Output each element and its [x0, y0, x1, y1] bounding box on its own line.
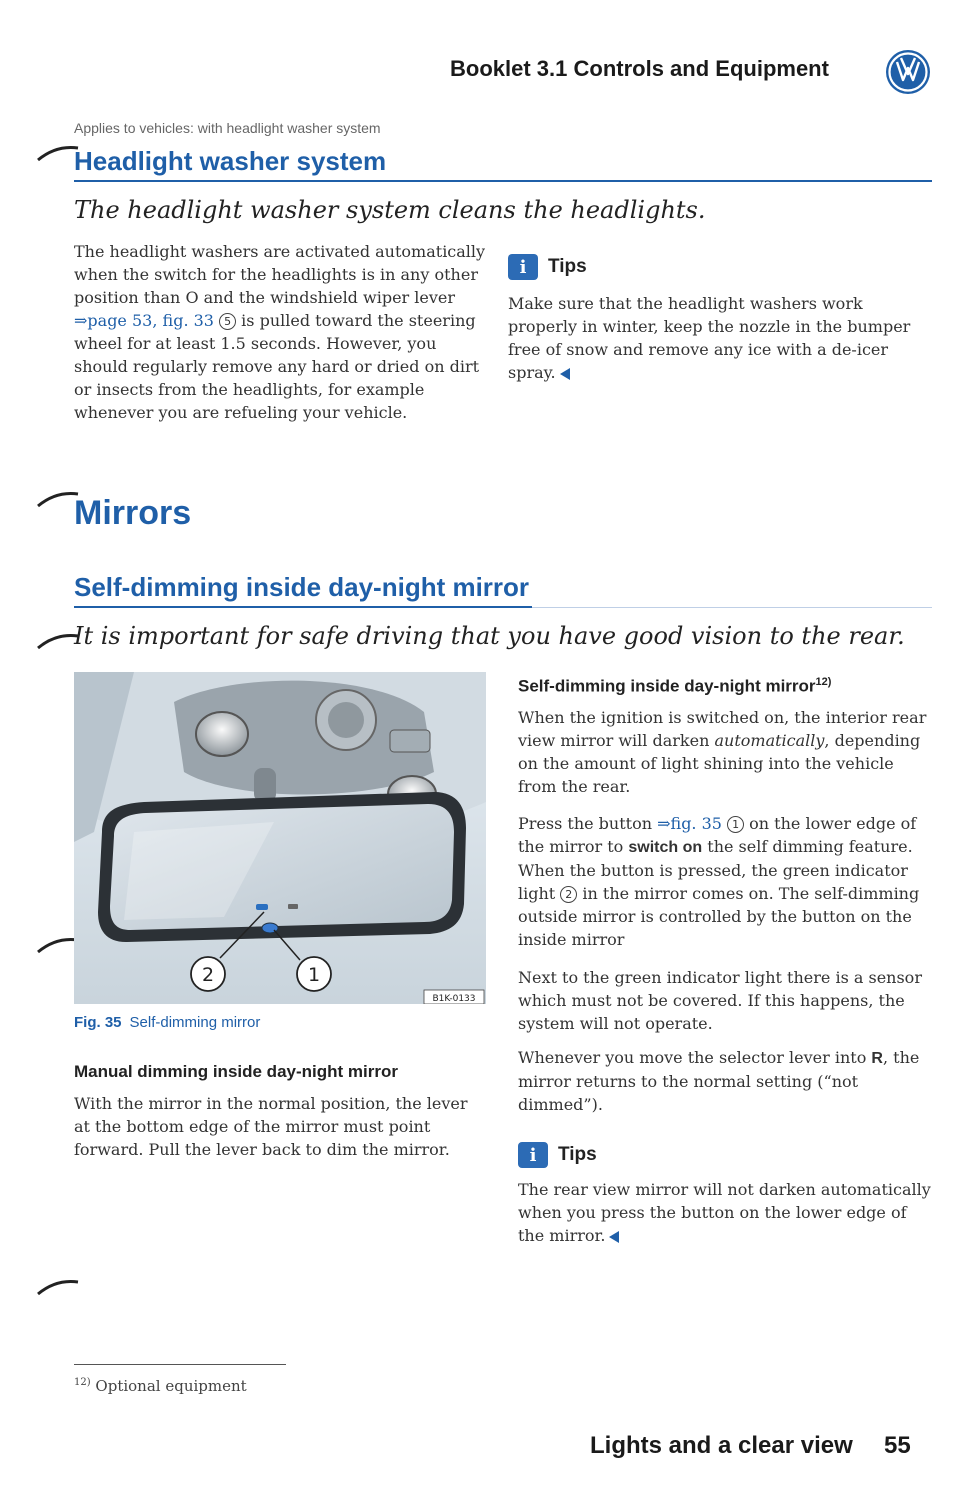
chapter-title-mirrors: Mirrors: [74, 494, 192, 532]
page-ref-link[interactable]: ⇒page 53,: [74, 311, 158, 330]
footnote-mark: 12): [815, 676, 832, 688]
auto-dimming-paragraph-4: [518, 1046, 932, 1116]
tips-text: [518, 1178, 932, 1247]
text-run: in the mirror comes on. The self-dimming outside mirror is controlled by the button on the inside mirror: [518, 884, 920, 949]
text-run: Make sure that the headlight washers work properly in winter, keep the nozzle in the bumper free of snow and remove any ice with a de-icer spray.: [508, 294, 911, 382]
text-run: the self dimming feature. When the button is pressed, the green indicator light: [518, 837, 913, 903]
text-run: , the mirror returns to the normal setting (“not dimmed”).: [518, 1048, 920, 1114]
text-run: Press the button: [518, 814, 658, 833]
end-of-section-icon: [560, 368, 570, 380]
fig-ref-link[interactable]: ⇒fig. 35: [657, 814, 722, 833]
auto-dimming-paragraph-3: Next to the green indicator light there is a sensor which must not be covered. If this happens, the system will not operate.: [518, 968, 922, 1033]
end-of-section-icon: [609, 1231, 619, 1243]
fig-ref-link[interactable]: fig. 33: [162, 311, 214, 330]
text-run-italic: automatically: [714, 731, 825, 750]
headlight-body-paragraph: [74, 240, 486, 424]
text-run-bold: R: [871, 1050, 883, 1067]
tips-label: Tips: [548, 256, 587, 277]
footnote-text: Optional equipment: [95, 1377, 247, 1395]
section-title-self-dimming: Self-dimming inside day-night mirror: [74, 572, 530, 602]
text-run: , depending on the amount of light shining into the vehicle from the rear.: [518, 731, 921, 796]
figure-self-dimming-mirror: [74, 672, 486, 1004]
footnote-number: 12): [74, 1377, 91, 1388]
auto-dimming-paragraph-2: [518, 812, 932, 951]
figure-code: B1K-0133: [432, 994, 476, 1004]
page-number: 55: [884, 1432, 911, 1459]
callout-2: 2: [560, 886, 577, 903]
info-icon: i: [518, 1142, 548, 1168]
mirror-illustration: [74, 672, 486, 1004]
section-title-headlight-washer: Headlight washer system: [74, 146, 387, 176]
figure-caption-text: Self-dimming mirror: [129, 1014, 261, 1031]
text-run: Whenever you move the selector lever into: [518, 1048, 872, 1067]
section-lead-mirrors: It is important for safe driving that you have good vision to the rear.: [74, 622, 905, 650]
margin-mark-icon: [36, 1272, 80, 1312]
auto-dimming-heading: [518, 676, 831, 697]
text-run: is pulled toward the steering wheel for at least 1.5 seconds. However, you should regularly remove any hard or dried on dirt or insects from the headlights, for example whenever you are refueling your vehicle.: [74, 311, 480, 422]
figure-caption: [74, 1014, 260, 1031]
section-rule: [74, 606, 532, 608]
applies-to-note: Applies to vehicles: with headlight washer system: [74, 120, 381, 136]
callout-5: 5: [219, 313, 236, 330]
text-run: When the ignition is switched on, the interior rear view mirror will darken: [518, 708, 927, 750]
booklet-number: Booklet 3.1: [450, 56, 568, 81]
tips-label: Tips: [558, 1144, 597, 1165]
footer-chapter-title: Lights and a clear view: [590, 1432, 853, 1459]
text-run-bold: switch on: [628, 839, 703, 856]
section-rule: [74, 180, 932, 182]
tips-box-headlight: [508, 254, 932, 384]
footnote: [74, 1377, 247, 1395]
tips-text: [508, 292, 932, 384]
manual-dimming-heading: Manual dimming inside day-night mirror: [74, 1062, 398, 1081]
figure-callout-2: 2: [201, 964, 215, 986]
booklet-section: Controls and Equipment: [573, 56, 829, 81]
manual-dimming-text: With the mirror in the normal position, the lever at the bottom edge of the mirror must point forward. Pull the lever back to dim the mirror.: [74, 1094, 468, 1159]
callout-1: 1: [727, 816, 744, 833]
brand-logo-icon: [884, 48, 932, 96]
info-icon: i: [508, 254, 538, 280]
tips-box-mirror: [518, 1142, 932, 1247]
footnote-rule: [74, 1364, 286, 1365]
text-run: on the lower edge of the mirror to: [518, 814, 917, 856]
figure-label: Fig. 35: [74, 1014, 122, 1031]
section-lead-headlight: The headlight washer system cleans the headlights.: [74, 196, 706, 224]
auto-dimming-heading-text: Self-dimming inside day-night mirror: [518, 676, 816, 696]
auto-dimming-paragraph-1: [518, 706, 932, 798]
booklet-header: [450, 56, 829, 82]
text-run: The headlight washers are activated automatically when the switch for the headlights is in any other position than O and the windshield wiper lever: [74, 242, 486, 307]
text-run: The rear view mirror will not darken automatically when you press the button on the lower edge of the mirror.: [518, 1180, 931, 1245]
section-rule-light: [532, 607, 932, 608]
figure-callout-1: 1: [307, 964, 321, 986]
